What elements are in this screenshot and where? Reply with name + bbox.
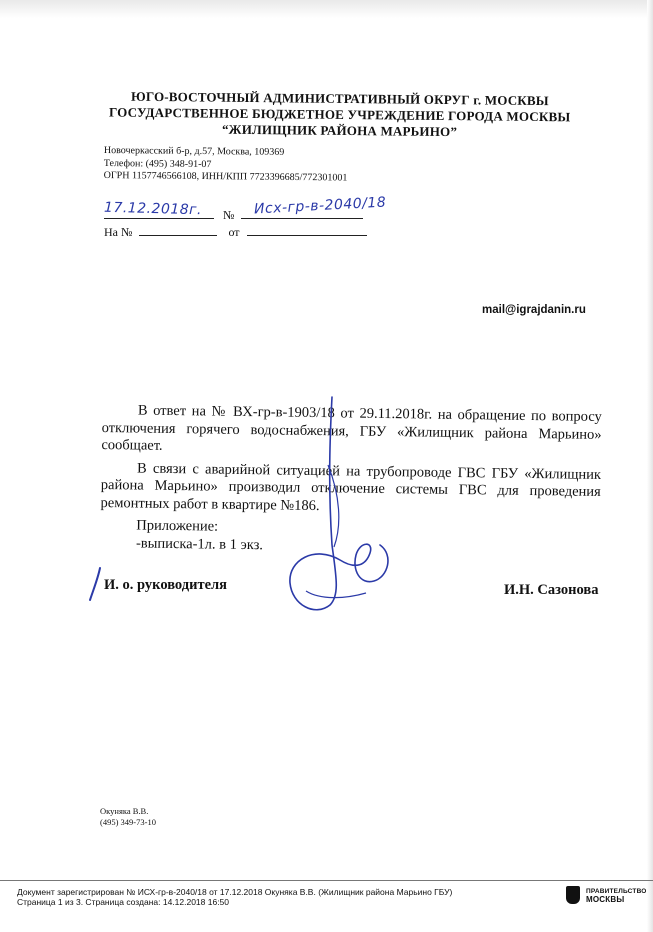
government-label-line-2: МОСКВЫ [586,895,625,904]
handwritten-number: Исх-гр-в-2040/18 [253,194,387,218]
attachment-item: -выписка-1л. в 1 экз. [135,534,264,553]
recipient-email: mail@igrajdanin.ru [482,304,586,316]
letterhead-line-2: ГОСУДАРСТВЕННОЕ БЮДЖЕТНОЕ УЧРЕЖДЕНИЕ ГОРОДА МОСКВЫ [108,104,571,125]
scan-top-edge [0,0,653,18]
letterhead-line-1: ЮГО-ВОСТОЧНЫЙ АДМИНИСТРАТИВНЫЙ ОКРУГ г. МОСКВЫ [130,88,549,109]
registration-footer [0,880,653,913]
footer-text [17,887,452,907]
attachment-label: Приложение: [136,517,219,535]
reply-to-label: На № [104,225,133,239]
signer-name: И.Н. Сазонова [504,582,599,598]
handwritten-date: 17.12.2018г. [103,199,203,219]
moscow-coat-of-arms-icon [566,886,580,904]
reply-number-blank [139,223,217,236]
body-paragraph-1: В ответ на № ВХ-гр-в-1903/18 от 29.11.2018г. на обращение по вопросу отключения горячего водоснабжения, ГБУ «Жилищник района Марьино» сообщает. [101,402,602,454]
phone-line: Телефон: (495) 348-91-07 [103,157,212,170]
address-line: Новочеркасский б-р, д.57, Москва, 109369 [103,145,285,158]
scan-right-edge [647,0,653,932]
letterhead-line-3: “ЖИЛИЩНИК РАЙОНА МАРЬИНО” [221,121,458,140]
from-label: от [228,225,240,239]
footer-page-line: Страница 1 из 3. Страница создана: 14.12.2018 16:50 [17,897,230,907]
executor-block [100,806,156,828]
ogrn-line: ОГРН 1157746566108, ИНН/КПП 7723396685/772301001 [103,169,348,184]
letterhead [59,88,619,142]
executor-phone: (495) 349-73-10 [100,817,156,827]
reply-to-line [104,223,367,240]
handwritten-mark-icon [86,566,106,602]
number-sign: № [223,208,235,222]
reply-date-blank [247,223,367,236]
government-label-line-1: ПРАВИТЕЛЬСТВО [586,888,647,895]
signer-title: И. о. руководителя [104,577,227,593]
footer-registration-line: Документ зарегистрирован № ИСХ-гр-в-2040/18 от 17.12.2018 Окуняка В.В. (Жилищник района Марьино ГБУ) [17,887,453,897]
government-label [586,888,647,904]
signature-icon [270,395,400,635]
body-paragraph-2: В связи с аварийной ситуацией на трубопроводе ГВС ГБУ «Жилищник района Марьино» производил отключение системы ГВС для проведения ремонтных работ в квартире №186. [100,459,602,514]
contact-block [104,145,348,185]
executor-name: Окуняка В.В. [100,806,149,816]
